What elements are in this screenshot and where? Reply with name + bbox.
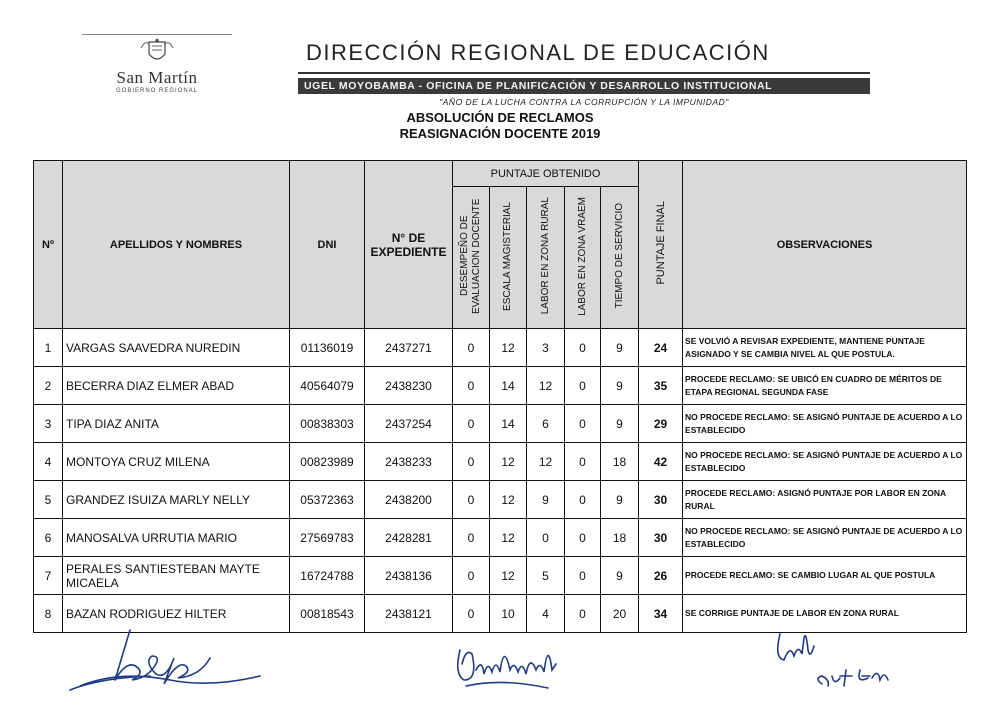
header-motto: "AÑO DE LA LUCHA CONTRA LA CORRUPCIÓN Y LA IMPUNIDAD" [439,97,729,107]
cell-escala: 14 [490,367,527,405]
cell-dni: 00838303 [290,405,365,443]
cell-escala: 12 [490,329,527,367]
col-header-escala-cell [490,187,527,329]
cell-servicio: 9 [601,367,639,405]
cell-vraem: 0 [565,481,601,519]
cell-no: 8 [34,595,63,633]
cell-expediente: 2438200 [365,481,453,519]
table-body [34,329,967,633]
cell-rural: 4 [527,595,565,633]
cell-observacion: PROCEDE RECLAMO: SE CAMBIO LUGAR AL QUE POSTULA [683,557,967,595]
col-header-desempeno: DESEMPEÑO DE EVALUACION DOCENTE [459,198,482,314]
cell-name: BECERRA DIAZ ELMER ABAD [63,367,290,405]
logo-name: San Martín [116,68,198,87]
cell-servicio: 9 [601,557,639,595]
cell-name: PERALES SANTIESTEBAN MAYTE MICAELA [63,557,290,595]
cell-final: 30 [639,481,683,519]
cell-final: 30 [639,519,683,557]
cell-expediente: 2437254 [365,405,453,443]
col-header-expediente: N° DE EXPEDIENTE [365,161,453,329]
col-header-rural: LABOR EN ZONA RURAL [539,197,551,315]
col-header-final-cell [639,161,683,329]
cell-no: 7 [34,557,63,595]
logo-divider [82,34,232,35]
cell-escala: 12 [490,481,527,519]
cell-desempeno: 0 [453,519,490,557]
cell-expediente: 2438230 [365,367,453,405]
cell-desempeno: 0 [453,481,490,519]
cell-escala: 12 [490,557,527,595]
cell-vraem: 0 [565,367,601,405]
cell-dni: 05372363 [290,481,365,519]
logo-subtitle: GOBIERNO REGIONAL [115,88,198,94]
cell-final: 35 [639,367,683,405]
col-header-servicio-cell [601,187,639,329]
cell-no: 6 [34,519,63,557]
signature-right-icon [760,620,920,698]
cell-vraem: 0 [565,595,601,633]
cell-no: 4 [34,443,63,481]
signature-left-icon [60,618,270,698]
cell-dni: 00818543 [290,595,365,633]
document-subtitle: REASIGNACIÓN DOCENTE 2019 [399,126,601,141]
cell-final: 26 [639,557,683,595]
table-row [34,557,967,595]
header-office-bar: UGEL MOYOBAMBA - OFICINA DE PLANIFICACIÓN Y DESARROLLO INSTITUCIONAL [298,78,870,94]
header-title: DIRECCIÓN REGIONAL DE EDUCACIÓN [298,40,870,74]
cell-rural: 9 [527,481,565,519]
col-header-desempeno-cell [453,187,490,329]
col-header-dni: DNI [290,161,365,329]
cell-desempeno: 0 [453,557,490,595]
cell-vraem: 0 [565,519,601,557]
cell-rural: 12 [527,367,565,405]
cell-no: 3 [34,405,63,443]
cell-final: 24 [639,329,683,367]
regional-government-logo [82,34,232,96]
cell-desempeno: 0 [453,595,490,633]
table-row [34,481,967,519]
col-header-final: PUNTAJE FINAL [654,201,667,285]
document-title: ABSOLUCIÓN DE RECLAMOS [406,110,594,125]
cell-desempeno: 0 [453,405,490,443]
cell-observacion: NO PROCEDE RECLAMO: SE ASIGNÓ PUNTAJE DE ACUERDO A LO ESTABLECIDO [683,405,967,443]
cell-expediente: 2428281 [365,519,453,557]
cell-servicio: 9 [601,481,639,519]
col-header-no: Nº [34,161,63,329]
cell-desempeno: 0 [453,443,490,481]
header-row [34,161,967,187]
cell-name: BAZAN RODRIGUEZ HILTER [63,595,290,633]
cell-final: 29 [639,405,683,443]
cell-expediente: 2437271 [365,329,453,367]
col-header-name: APELLIDOS Y NOMBRES [63,161,290,329]
cell-vraem: 0 [565,405,601,443]
cell-rural: 12 [527,443,565,481]
cell-escala: 14 [490,405,527,443]
cell-observacion: PROCEDE RECLAMO: ASIGNÓ PUNTAJE POR LABOR EN ZONA RURAL [683,481,967,519]
cell-vraem: 0 [565,329,601,367]
col-header-vraem: LABOR EN ZONA VRAEM [576,196,588,316]
table-row [34,519,967,557]
table-row [34,367,967,405]
cell-observacion: SE VOLVIÓ A REVISAR EXPEDIENTE, MANTIENE PUNTAJE ASIGNADO Y SE CAMBIA NIVEL AL QUE POSTULA. [683,329,967,367]
cell-escala: 12 [490,519,527,557]
document-header [298,40,870,107]
col-header-puntaje-group: PUNTAJE OBTENIDO [453,161,639,187]
cell-expediente: 2438233 [365,443,453,481]
cell-name: VARGAS SAAVEDRA NUREDIN [63,329,290,367]
cell-observacion: PROCEDE RECLAMO: SE UBICÓ EN CUADRO DE MÉRITOS DE ETAPA REGIONAL SEGUNDA FASE [683,367,967,405]
cell-no: 5 [34,481,63,519]
cell-name: MONTOYA CRUZ MILENA [63,443,290,481]
cell-servicio: 18 [601,519,639,557]
cell-observacion: NO PROCEDE RECLAMO: SE ASIGNÓ PUNTAJE DE ACUERDO A LO ESTABLECIDO [683,519,967,557]
cell-final: 34 [639,595,683,633]
signature-center-icon [452,630,572,698]
cell-expediente: 2438136 [365,557,453,595]
cell-vraem: 0 [565,557,601,595]
cell-dni: 16724788 [290,557,365,595]
col-header-servicio: TIEMPO DE SERVICIO [613,203,625,309]
coat-of-arms-icon [137,38,177,68]
cell-rural: 5 [527,557,565,595]
cell-vraem: 0 [565,443,601,481]
cell-dni: 40564079 [290,367,365,405]
col-header-escala: ESCALA MAGISTERIAL [502,201,513,311]
cell-no: 2 [34,367,63,405]
col-header-vraem-cell [565,187,601,329]
cell-servicio: 20 [601,595,639,633]
cell-expediente: 2438121 [365,595,453,633]
table-row [34,329,967,367]
cell-observacion: SE CORRIGE PUNTAJE DE LABOR EN ZONA RURAL [683,595,967,633]
claims-table [33,160,967,633]
cell-servicio: 9 [601,329,639,367]
cell-name: MANOSALVA URRUTIA MARIO [63,519,290,557]
cell-rural: 6 [527,405,565,443]
cell-final: 42 [639,443,683,481]
col-header-rural-cell [527,187,565,329]
cell-name: TIPA DIAZ ANITA [63,405,290,443]
cell-no: 1 [34,329,63,367]
cell-rural: 3 [527,329,565,367]
cell-desempeno: 0 [453,367,490,405]
cell-servicio: 18 [601,443,639,481]
cell-servicio: 9 [601,405,639,443]
cell-observacion: NO PROCEDE RECLAMO: SE ASIGNÓ PUNTAJE DE ACUERDO A LO ESTABLECIDO [683,443,967,481]
cell-escala: 12 [490,443,527,481]
cell-desempeno: 0 [453,329,490,367]
cell-dni: 01136019 [290,329,365,367]
table-row [34,443,967,481]
cell-dni: 27569783 [290,519,365,557]
table-row [34,405,967,443]
cell-dni: 00823989 [290,443,365,481]
cell-rural: 0 [527,519,565,557]
cell-escala: 10 [490,595,527,633]
cell-name: GRANDEZ ISUIZA MARLY NELLY [63,481,290,519]
col-header-obs: OBSERVACIONES [683,161,967,329]
